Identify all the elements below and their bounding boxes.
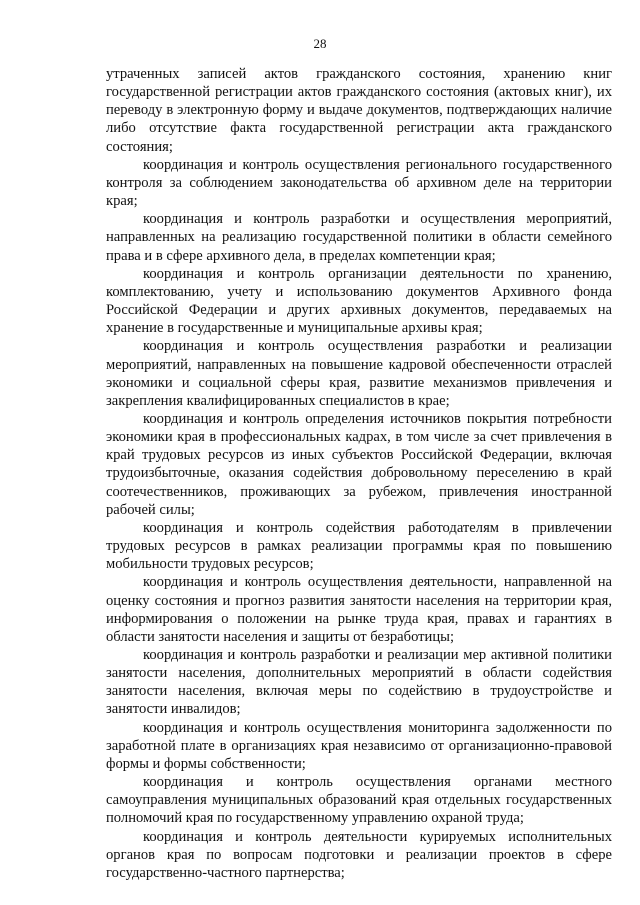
page-number: 28 — [313, 36, 327, 51]
paragraph: координация и контроль разработки и реализации мер активной политики занятости населения, дополнительных мероприятий в области содействия занятости населения, включая меры по содействию в трудоустройстве и занятости инвалидов; — [106, 647, 612, 718]
paragraph: координация и контроль осуществления разработки и реализации мероприятий, направленных на повышение кадровой обеспеченности отраслей экономики и социальной сферы края, развитие механизмов привлечения и закрепления квалифицированных специалистов в крае; — [106, 338, 612, 409]
paragraph: координация и контроль организации деятельности по хранению, комплектованию, учету и использованию документов Архивного фонда Российской Федерации и других архивных документов, передаваемых на хранение в государственные и муниципальные архивы края; — [106, 265, 612, 337]
paragraph: координация и контроль осуществления деятельности, направленной на оценку состояния и прогноз развития занятости населения на территории края, информирования о положении на рынке труда края, правах и гарантиях в области занятости населения и защиты от безработицы; — [106, 574, 612, 645]
paragraph: координация и контроль деятельности курируемых исполнительных органов края по вопросам подготовки и реализации проектов в сфере государственно-частного партнерства; — [106, 828, 612, 881]
paragraph: координация и контроль осуществления регионального государственного контроля за соблюдением законодательства об архивном деле на территории края; — [106, 156, 612, 210]
paragraph: координация и контроль определения источников покрытия потребности экономики края в профессиональных кадрах, в том числе за счет привлечения в край трудовых ресурсов из иных субъектов Российской Федерации, включая трудоизбыточные, оказания содействия добровольному переселению в край соотечественников, проживающих за рубежом, привлечения иностранной рабочей силы; — [106, 410, 612, 518]
document-body — [106, 65, 612, 882]
paragraph: утраченных записей актов гражданского состояния, хранению книг государственной регистрации актов гражданского состояния (актовых книг), их переводу в электронную форму и выдаче документов, подтверждающих наличие либо отсутствие факта государственной регистрации акта гражданского состояния; — [106, 66, 612, 155]
paragraph: координация и контроль содействия работодателям в привлечении трудовых ресурсов в рамках реализации программы края по повышению мобильности трудовых ресурсов; — [106, 519, 612, 573]
paragraph: координация и контроль разработки и осуществления мероприятий, направленных на реализацию государственной политики в области семейного права и в сфере архивного дела, в пределах компетенции края; — [106, 211, 612, 264]
paragraph: координация и контроль осуществления органами местного самоуправления муниципальных образований края отдельных государственных полномочий края по государственному управлению охраной труда; — [106, 774, 612, 827]
paragraph: координация и контроль осуществления мониторинга задолженности по заработной плате в организациях края независимо от организационно-правовой формы и формы собственности; — [106, 719, 612, 772]
